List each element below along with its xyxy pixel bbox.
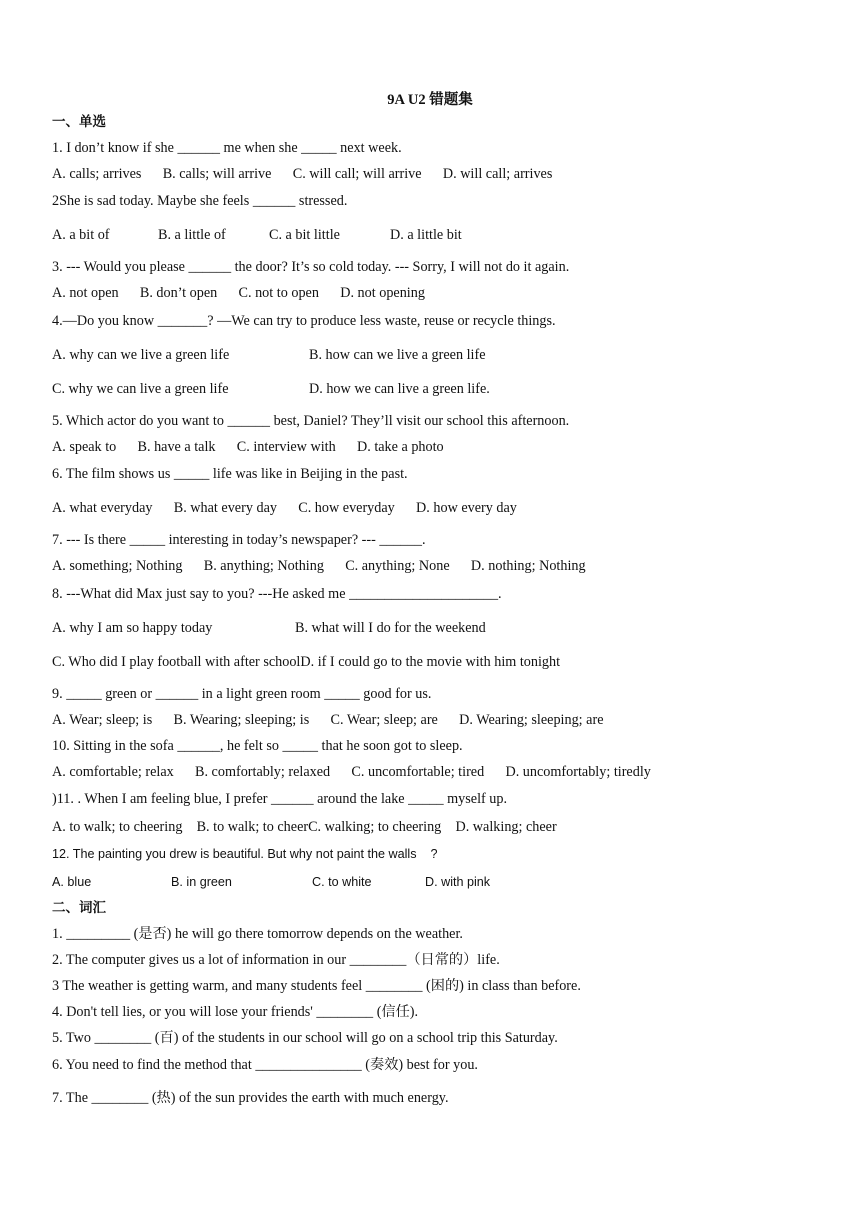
- question-2-option-a: A. a bit of: [52, 227, 110, 243]
- question-11-options: A. to walk; to cheering B. to walk; to cheerC. walking; to cheering D. walking; cheer: [52, 819, 557, 835]
- question-5: 5. Which actor do you want to ______ best, Daniel? They’ll visit our school this afternoon.: [52, 413, 570, 429]
- question-8-options-c-d: C. Who did I play football with after schoolD. if I could go to the movie with him tonight: [52, 654, 561, 670]
- question-6-options: A. what everyday B. what every day C. how everyday D. how every day: [52, 500, 517, 516]
- question-4: 4.—Do you know _______? —We can try to produce less waste, reuse or recycle things.: [52, 313, 556, 329]
- vocab-4: 4. Don't tell lies, or you will lose your friends' ________ (信任).: [52, 1004, 419, 1020]
- section-heading-single-choice: 一、单选: [52, 114, 106, 130]
- vocab-5: 5. Two ________ (百) of the students in our school will go on a school trip this Saturday.: [52, 1030, 558, 1046]
- question-2: 2She is sad today. Maybe she feels ______ stressed.: [52, 193, 348, 209]
- question-1: 1. I don’t know if she ______ me when she _____ next week.: [52, 140, 402, 156]
- question-5-options: A. speak to B. have a talk C. interview with D. take a photo: [52, 439, 444, 455]
- question-7-options: A. something; Nothing B. anything; Nothing C. anything; None D. nothing; Nothing: [52, 558, 586, 574]
- question-10: 10. Sitting in the sofa ______, he felt so _____ that he soon got to sleep.: [52, 738, 463, 754]
- question-7: 7. --- Is there _____ interesting in today’s newspaper? --- ______.: [52, 532, 426, 548]
- question-12-option-b: B. in green: [171, 875, 232, 889]
- question-8-option-a: A. why I am so happy today: [52, 620, 213, 636]
- question-4-option-b: B. how can we live a green life: [309, 347, 486, 363]
- vocab-2: 2. The computer gives us a lot of information in our ________（日常的）life.: [52, 952, 500, 968]
- question-4-option-d: D. how we can live a green life.: [309, 381, 490, 397]
- vocab-1: 1. _________ (是否) he will go there tomorrow depends on the weather.: [52, 926, 463, 942]
- question-9: 9. _____ green or ______ in a light green room _____ good for us.: [52, 686, 432, 702]
- question-12-option-c: C. to white: [312, 875, 372, 889]
- question-9-options: A. Wear; sleep; is B. Wearing; sleeping; is C. Wear; sleep; are D. Wearing; sleeping; are: [52, 712, 604, 728]
- question-10-options: A. comfortable; relax B. comfortably; relaxed C. uncomfortable; tired D. uncomfortably; tiredly: [52, 764, 651, 780]
- question-8: 8. ---What did Max just say to you? ---He asked me _____________________.: [52, 586, 502, 602]
- question-12-option-d: D. with pink: [425, 875, 491, 889]
- question-2-option-d: D. a little bit: [390, 227, 462, 243]
- vocab-7: 7. The ________ (热) of the sun provides the earth with much energy.: [52, 1090, 449, 1106]
- question-2-option-b: B. a little of: [158, 227, 226, 243]
- question-8-option-b: B. what will I do for the weekend: [295, 620, 486, 636]
- vocab-6: 6. You need to find the method that _______________ (奏效) best for you.: [52, 1057, 478, 1073]
- section-heading-vocabulary: 二、词汇: [52, 900, 106, 916]
- question-2-option-c: C. a bit little: [269, 227, 340, 243]
- question-12: 12. The painting you drew is beautiful. But why not paint the walls ?: [52, 847, 438, 861]
- question-12-option-a: A. blue: [52, 875, 92, 889]
- page-title: 9A U2 错题集: [387, 92, 473, 108]
- question-3-options: A. not open B. don’t open C. not to open D. not opening: [52, 285, 425, 301]
- vocab-3: 3 The weather is getting warm, and many students feel ________ (困的) in class than before.: [52, 978, 581, 994]
- question-6: 6. The film shows us _____ life was like in Beijing in the past.: [52, 466, 408, 482]
- question-3: 3. --- Would you please ______ the door? It’s so cold today. --- Sorry, I will not do it again.: [52, 259, 570, 275]
- question-4-option-a: A. why can we live a green life: [52, 347, 230, 363]
- question-4-option-c: C. why we can live a green life: [52, 381, 229, 397]
- question-1-options: A. calls; arrives B. calls; will arrive C. will call; will arrive D. will call; arrives: [52, 166, 553, 182]
- question-11: )11. . When I am feeling blue, I prefer ______ around the lake _____ myself up.: [52, 791, 508, 807]
